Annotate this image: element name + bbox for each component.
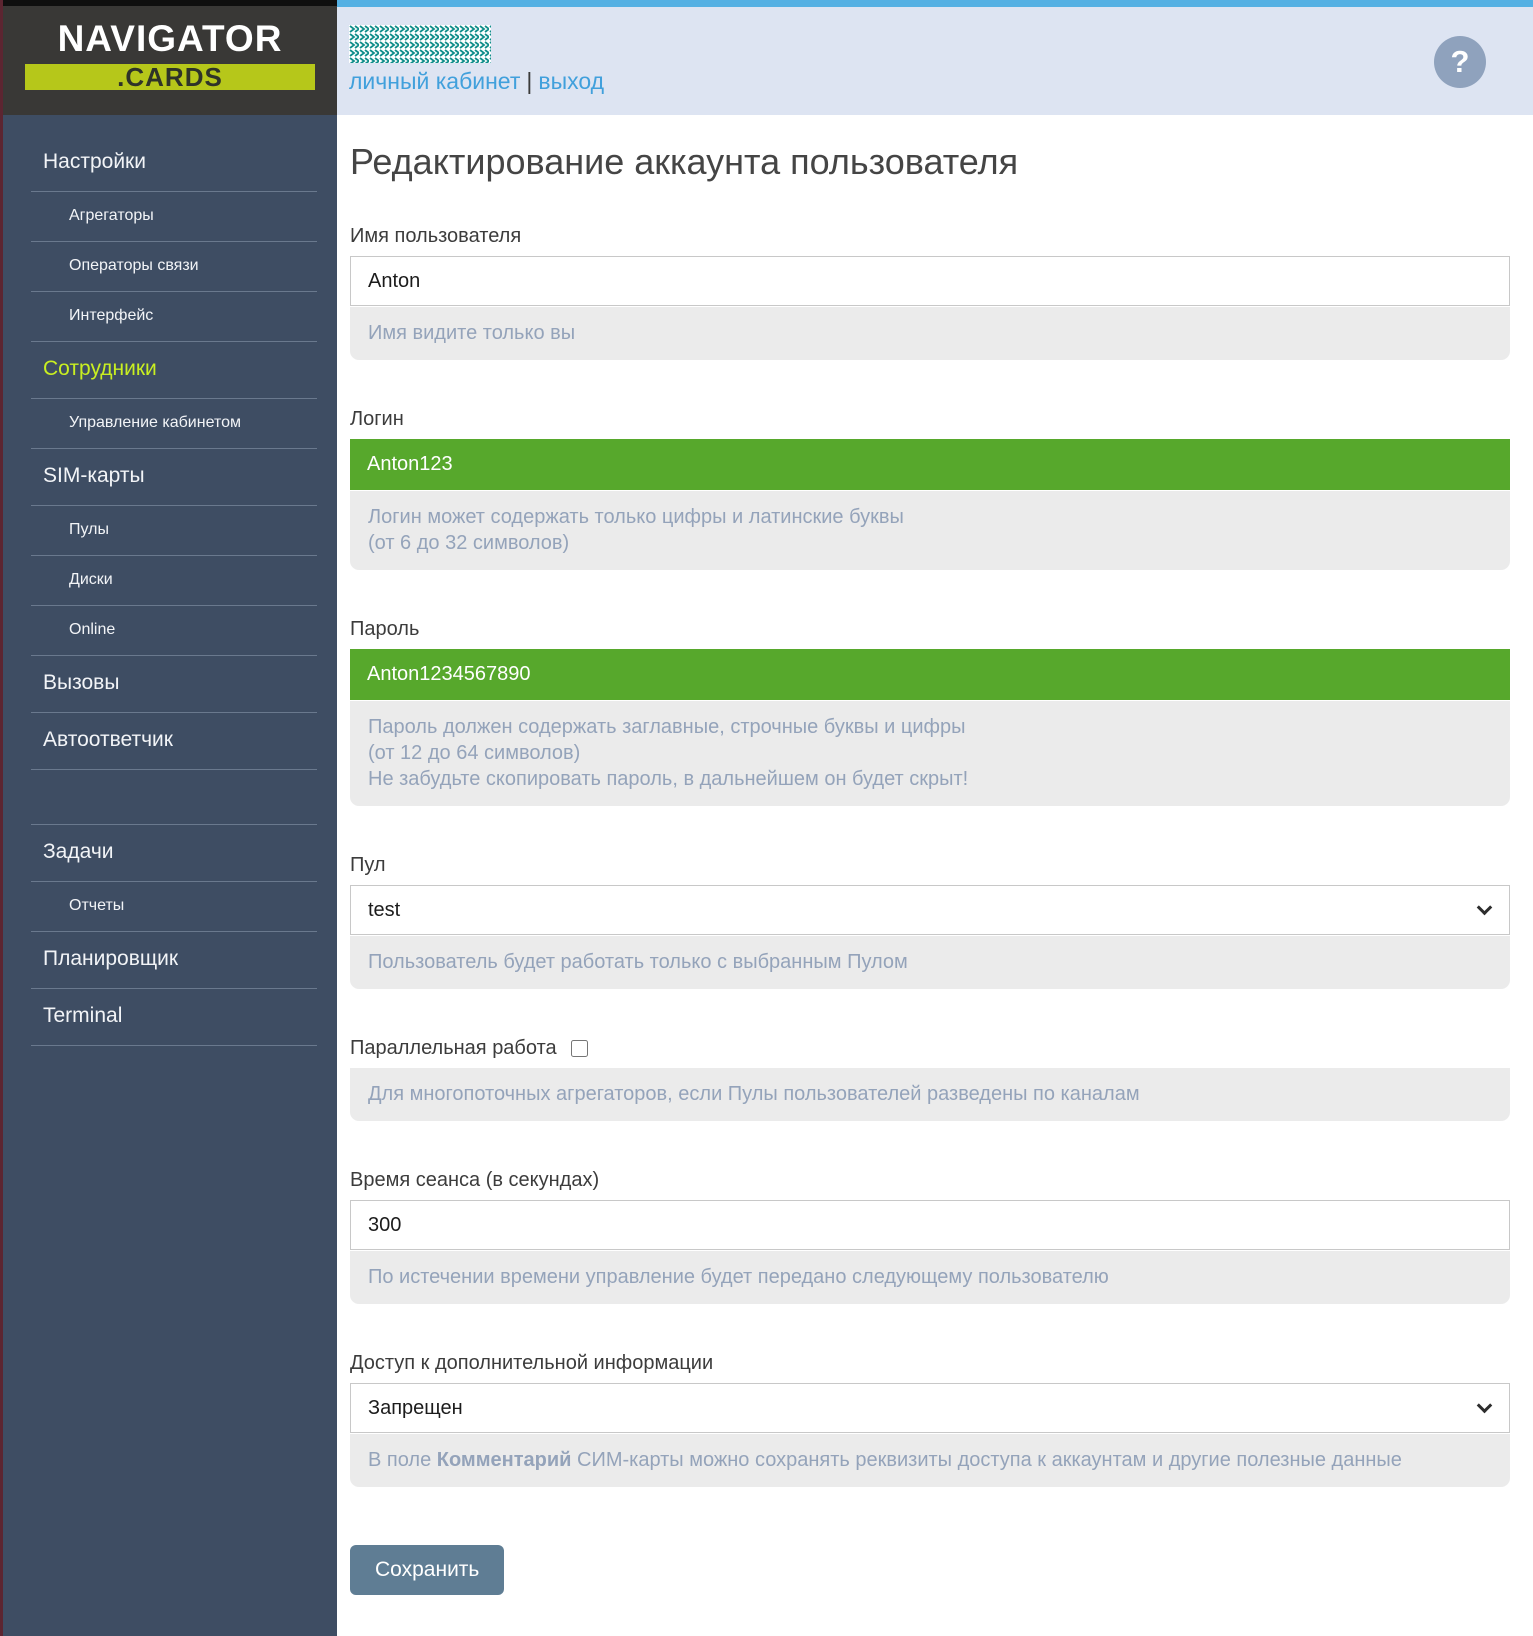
session-group	[350, 1169, 1510, 1304]
username-input[interactable]	[350, 256, 1510, 306]
username-group	[350, 225, 1510, 360]
personal-cabinet-link[interactable]: личный кабинет	[349, 68, 521, 94]
sidebar-item-empty	[31, 770, 317, 825]
session-hint: По истечении времени управление будет передано следующему пользователю	[350, 1251, 1510, 1304]
sidebar-item-operators[interactable]: Операторы связи	[31, 242, 317, 292]
password-input[interactable]	[350, 649, 1510, 700]
session-time-input[interactable]	[350, 1200, 1510, 1250]
login-label: Логин	[350, 408, 404, 430]
page-title: Редактирование аккаунта пользователя	[350, 141, 1019, 182]
password-hint-line3: Не забудьте скопировать пароль, в дальнейшем он будет скрыт!	[368, 768, 969, 790]
username-label: Имя пользователя	[350, 225, 522, 247]
help-button[interactable]: ?	[1434, 36, 1486, 88]
sidebar-item-interface[interactable]: Интерфейс	[31, 292, 317, 342]
sidebar-item-calls[interactable]: Вызовы	[31, 656, 317, 713]
sidebar-item-online[interactable]: Online	[31, 606, 317, 656]
pool-group	[350, 854, 1510, 989]
account-links	[349, 68, 1533, 95]
sidebar-item-autoresponder[interactable]: Автоответчик	[31, 713, 317, 770]
sidebar-item-employees[interactable]: Сотрудники	[31, 342, 317, 399]
sidebar-item-cabinet-management[interactable]: Управление кабинетом	[31, 399, 317, 449]
logo-text-cards: .CARDS	[25, 64, 315, 90]
app-logo	[3, 0, 337, 115]
sidebar-item-terminal[interactable]: Terminal	[31, 989, 317, 1046]
access-hint-prefix: В поле	[368, 1449, 437, 1471]
save-button[interactable]: Сохранить	[350, 1545, 504, 1595]
sidebar-item-pools[interactable]: Пулы	[31, 506, 317, 556]
sidebar-item-reports[interactable]: Отчеты	[31, 882, 317, 932]
sidebar-item-aggregators[interactable]: Агрегаторы	[31, 192, 317, 242]
login-group	[350, 408, 1510, 570]
parallel-hint: Для многопоточных агрегаторов, если Пулы пользователей разведены по каналам	[350, 1068, 1510, 1121]
password-hint-line1: Пароль должен содержать заглавные, строчные буквы и цифры	[368, 716, 966, 738]
sidebar-item-scheduler[interactable]: Планировщик	[31, 932, 317, 989]
login-hint-line1: Логин может содержать только цифры и латинские буквы	[368, 506, 904, 528]
password-label: Пароль	[350, 618, 420, 640]
pool-label: Пул	[350, 854, 386, 876]
form-content	[337, 115, 1533, 1595]
main-column	[337, 0, 1533, 1636]
top-header	[337, 0, 1533, 115]
password-hint-line2: (от 12 до 64 символов)	[368, 742, 581, 764]
access-group	[350, 1352, 1510, 1487]
logout-link[interactable]: выход	[538, 68, 605, 94]
session-label: Время сеанса (в секундах)	[350, 1169, 600, 1191]
parallel-group	[350, 1037, 1510, 1121]
redacted-username-pattern	[349, 25, 491, 63]
password-group	[350, 618, 1510, 806]
access-hint	[350, 1434, 1510, 1487]
sidebar-item-tasks[interactable]: Задачи	[31, 825, 317, 882]
username-hint: Имя видите только вы	[350, 307, 1510, 360]
login-hint-line2: (от 6 до 32 символов)	[368, 532, 570, 554]
parallel-checkbox[interactable]	[571, 1040, 588, 1057]
pool-hint: Пользователь будет работать только с выбранным Пулом	[350, 936, 1510, 989]
login-hint	[350, 491, 1510, 570]
sidebar-item-settings[interactable]: Настройки	[31, 135, 317, 192]
access-label: Доступ к дополнительной информации	[350, 1352, 714, 1374]
sidebar-item-disks[interactable]: Диски	[31, 556, 317, 606]
parallel-label: Параллельная работа	[350, 1037, 557, 1059]
login-input[interactable]	[350, 439, 1510, 490]
access-hint-bold: Комментарий	[436, 1449, 572, 1471]
sidebar-item-sim-cards[interactable]: SIM-карты	[31, 449, 317, 506]
pool-select[interactable]	[350, 885, 1510, 935]
sidebar	[0, 0, 337, 1636]
sidebar-nav	[3, 115, 337, 1046]
access-select[interactable]	[350, 1383, 1510, 1433]
access-hint-suffix: СИМ-карты можно сохранять реквизиты доступа к аккаунтам и другие полезные данные	[571, 1449, 1402, 1471]
link-separator: |	[526, 68, 533, 94]
logo-text-navigator: NAVIGATOR	[57, 18, 283, 59]
password-hint	[350, 701, 1510, 806]
